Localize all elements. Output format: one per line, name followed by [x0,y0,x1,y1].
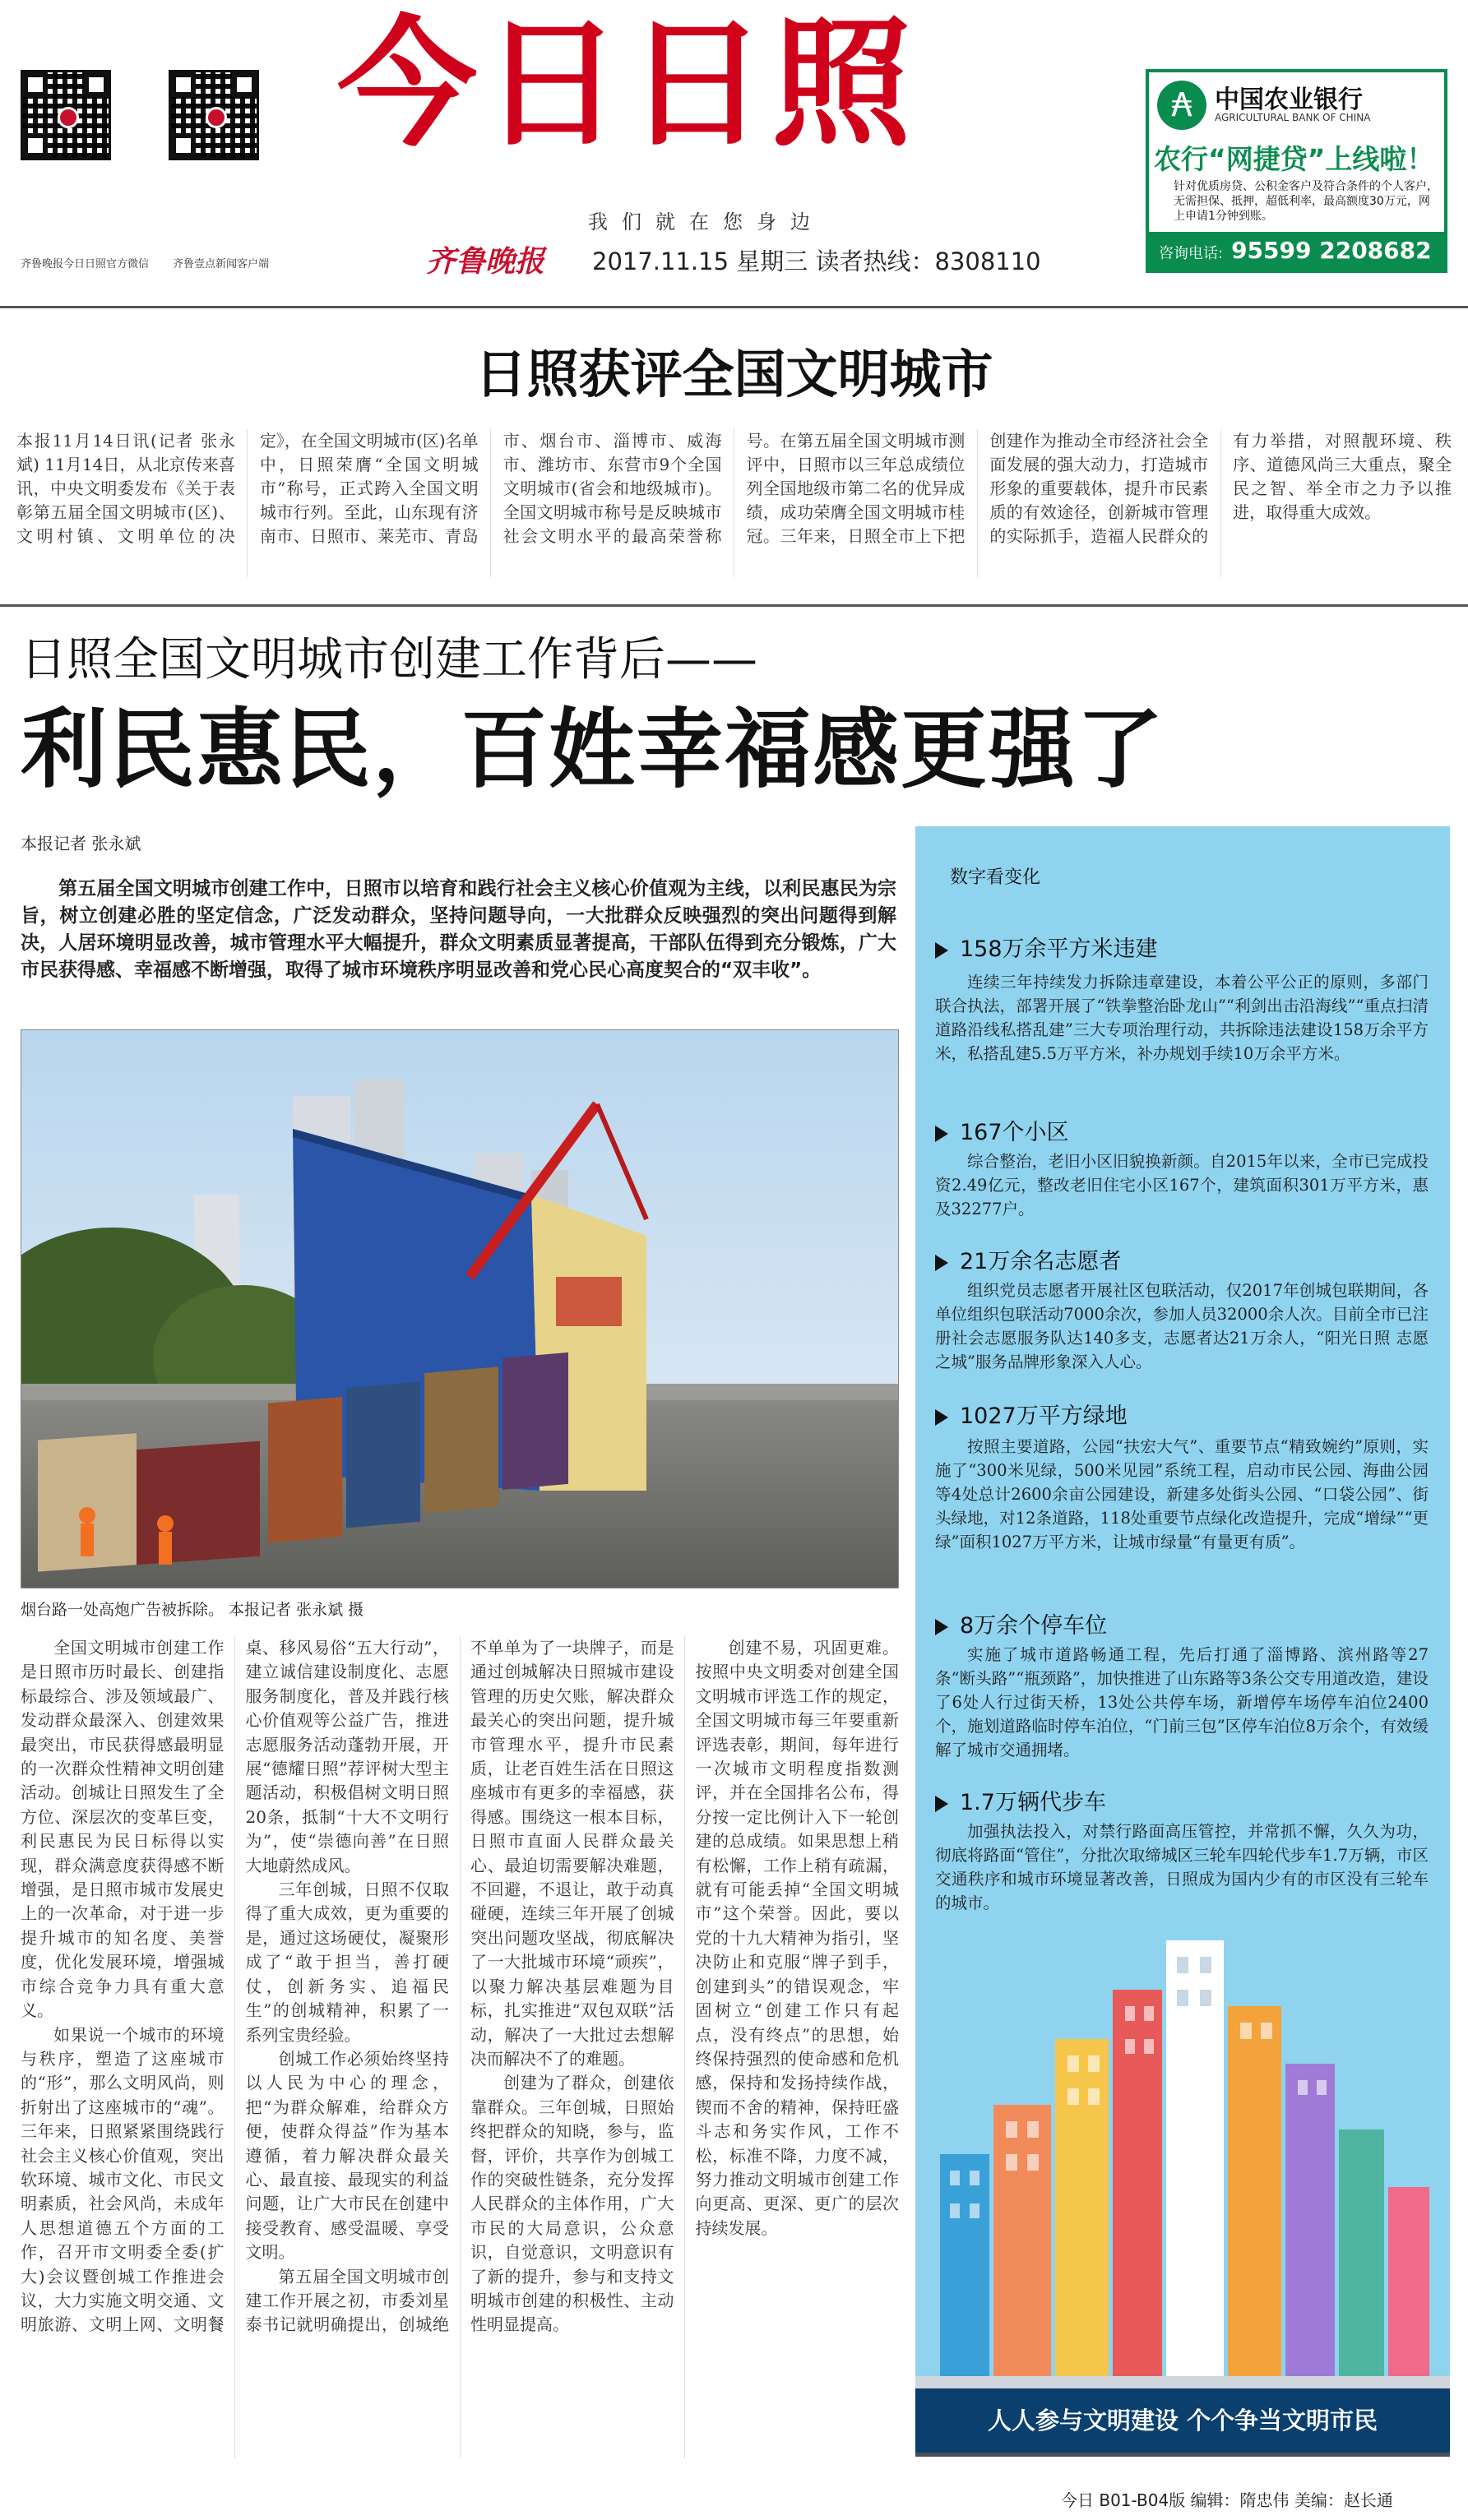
body-paragraph: 第五届全国文明城市创建工作开展之初，市委刘星泰书记就明确提出，创城绝不单单为了一块牌子，而是通过创城解决日照城市建设管理的历史欠账，解决群众最关心的突出问题，提升城市管理水平，提升市民素质，让老百姓生活在日照这座城市有更多的幸福感，获得感。围绕这一根本目标，日照市直面人民群众最关心、最迫切需要解决难题，不回避，不退让，敢于动真碰硬，连续三年开展了创城突出问题攻坚战，彻底解决了一大批城市环境“顽疾”，以聚力解决基层难题为目标，扎实推进“双包双联”活动，解决了一大批过去想解决而解决不了的难题。 [245,1638,674,2335]
city-skyline-graphic [915,1940,1450,2457]
ad-phone-number: 95599 2208682 [1231,237,1432,264]
sidebar-text: 连续三年持续发力拆除违章建设，本着公平公正的原则，多部门联合执法，部署开展了“铁拳整治卧龙山”“利剑出击沿海线”“重点扫清道路沿线私搭乱建”三大专项治理行动，共拆除违法建设158万余平方米，私搭乱建5.5万平方米，补办规划手续10万余平方米。 [935,973,1429,1063]
sidebar-title: 数字看变化 [950,867,1041,888]
body-paragraph: 三年创城，日照不仅取得了重大成效，更为重要的是，通过这场硬仗，凝聚形成了“敢于担当，善打硬仗，创新务实、追福民生”的创城精神，积累了一系列宝贵经验。 [245,1880,449,2045]
photo-caption: 烟台路一处高炮广告被拆除。 本报记者 张永斌 摄 [21,1601,364,1619]
triangle-icon [935,942,948,959]
sidebar-text: 组织党员志愿者开展社区包联活动，仅2017年创城包联期间，各单位组织包联活动7000余次，参加人员32000余人次。目前全市已注册社会志愿服务队达140多支，志愿者达21万余人，“阳光日照 志愿之城”服务品牌形象深入人心。 [935,1281,1429,1371]
dateline: 2017.11.15 星期三 读者热线：8308110 [592,247,1041,275]
divider [0,604,1468,607]
ad-phone-label: 咨询电话: [1159,245,1224,262]
story2-kicker: 日照全国文明城市创建工作背后—— [21,633,757,687]
billboard-demolition-photo [21,1030,899,1588]
bank-logo-icon: ₳ [1157,81,1206,130]
sidebar-heading: 1.7万辆代步车 [935,1784,1106,1816]
ad-headline: 农行“网捷贷”上线啦！ [1154,143,1434,175]
bank-name-en: AGRICULTURAL BANK OF CHINA [1215,112,1371,123]
body-paragraph: 全国文明城市创建工作是日照市历时最长、创建指标最综合、涉及领域最广、发动群众最深入、创建效果最突出，市民获得感最明显的一次群众性精神文明创建活动。创城让日照发生了全方位、深层次的变革巨变，利民惠民为民日标得以实现，群众满意度获得感不断增强，是日照市城市发展史上的一次革命，对于进一步提升城市的知名度、美誉度，优化发展环境，增强城市综合竞争力具有重大意义。 [21,1638,225,2021]
triangle-icon [935,1255,948,1271]
page-footer: 今日 B01-B04版 编辑：隋忠伟 美编：赵长通 [1061,2490,1393,2510]
story2-byline: 本报记者 张永斌 [21,834,141,853]
qr-code-wechat[interactable] [21,70,111,160]
city-illustration [915,1940,1450,2457]
story2-body [21,1636,899,2458]
ad-phone [1149,232,1444,270]
story1-headline: 日照获评全国文明城市 [475,344,993,405]
slogan-banner: 人人参与文明建设 个个争当文明市民 [915,2388,1450,2453]
sidebar-heading: 1027万平方绿地 [935,1398,1128,1430]
sidebar-text: 加强执法投入，对禁行路面高压管控，并常抓不懈，久久为功，彻底将路面“管住”，分批次取缔城区三轮车四轮代步车1.7万辆，市区交通秩序和城市环境显著改善，日照成为国内少有的市区没有三轮车的城市。 [935,1822,1429,1912]
story2-headline: 利民惠民，百姓幸福感更强了 [21,700,1165,800]
bank-name: 中国农业银行 [1215,86,1363,114]
masthead [0,0,1468,304]
sidebar-text: 按照主要道路，公园“扶宏大气”、重要节点“精致婉约”原则，实施了“300米见绿，500米见园”系统工程，启动市民公园、海曲公园等4处总计2600余亩公园建设，新建多处街头公园、“口袋公园”、街头绿地，对12条道路，118处重要节点绿化改造提升，完成“增绿”“更绿”面积1027万平方米，让城市绿量“有量更有质”。 [935,1437,1429,1551]
newspaper-title: 今日日照 [337,3,917,166]
triangle-icon [935,1796,948,1812]
news-photo [21,1029,899,1588]
qr-code-app[interactable] [169,70,259,160]
triangle-icon [935,1619,948,1635]
sidebar-heading: 158万余平方米违建 [935,931,1158,963]
story1-body: 本报11月14日讯(记者 张永斌) 11月14日，从北京传来喜讯，中央文明委发布《关于表彰第五届全国文明城市(区)、文明村镇、文明单位的决定》，在全国文明城市(区)名单中，日照荣膺“全国文明城市”称号，正式跨入全国文明城市行列。至此，山东现有济南市、日照市、莱芜市、青岛市、烟台市、淄博市、威海市、潍坊市、东营市9个全国文明城市(省会和地级城市)。全国文明城市称号是反映城市社会文明水平的最高荣誉称号。在第五届全国文明城市测评中，日照市以三年总成绩位列全国地级市第二名的优异成绩，成功荣膺全国文明城市桂冠。三年来，日照全市上下把创建作为推动全市经济社会全面发展的强大动力，打造城市形象的重要载体，提升市民素质的有效途径，创新城市管理的实际抓手，造福人民群众的有力举措，对照靓环境、秩序、道德风尚三大重点，聚全民之智、举全市之力予以推进，取得重大成效。 [16,431,1452,546]
qr-caption-app: 齐鲁壹点新闻客户端 [173,258,270,270]
brand-logo-text: 齐鲁晚报 [426,244,545,279]
triangle-icon [935,1126,948,1142]
triangle-icon [935,1409,948,1426]
body-paragraph: 如果说一个城市的环境与秩序，塑造了这座城市的“形”，那么文明风尚，则折射出了这座城市的“魂”。三年来，日照紧紧围绕践行社会主义核心价值观，突出软环境、城市文化、市民文明素质，社会风尚，未成年人思想道德五个方面的工作，召开市文明委全委(扩大)会议暨创城工作推进会议，大力实施文明交通、文明旅游、文明上网、文明餐桌、移风易俗“五大行动”，建立诚信建设制度化、志愿服务制度化，普及并践行核心价值观等公益广告，推进志愿服务活动蓬勃开展，开展“德耀日照”荐评树大型主题活动，积极倡树文明日照20条，抵制“十大不文明行为”，使“崇德向善”在日照大地蔚然成风。 [21,1638,449,2335]
slogan: 我们就在您身边 [588,210,824,234]
bank-advertisement[interactable] [1146,69,1447,273]
story2-lead: 第五届全国文明城市创建工作中，日照市以培育和践行社会主义核心价值观为主线，以利民惠民为宗旨，树立创建必胜的坚定信念，广泛发动群众，坚持问题导向，一大批群众反映强烈的突出问题得到解决，人居环境明显改善，城市管理水平大幅提升，群众文明素质显著提高，干部队伍得到充分锻炼，广大市民获得感、幸福感不断增强，取得了城市环境秩序明显改善和党心民心高度契合的“双丰收”。 [21,878,896,981]
sidebar-heading: 167个小区 [935,1114,1069,1146]
sidebar-text: 实施了城市道路畅通工程，先后打通了淄博路、滨州路等27条“断头路”“瓶颈路”，加快推进了山东路等3条公交专用道改造，建设了6处人行过街天桥，13处公共停车场，新增停车场停车泊位2400个，施划道路临时停车泊位，“门前三包”区停车泊位8万余个，有效缓解了城市交通拥堵。 [935,1645,1429,1759]
body-paragraph: 创建不易，巩固更难。按照中央文明委对创建全国文明城市评选工作的规定，全国文明城市每三年要重新评选表彰，期间，每年进行一次城市文明程度指数测评，并在全国排名公布，得分按一定比例计入下一轮创建的总成绩。如果思想上稍有松懈，工作上稍有疏漏，就有可能丢掉“全国文明城市”这个荣誉。因此，要以党的十九大精神为指引，坚决防止和克服“牌子到手，创建到头”的错误观念，牢固树立“创建工作只有起点，没有终点”的思想，始终保持强烈的使命感和危机感，保持和发扬持续作战，锲而不舍的精神，保持旺盛斗志和务实作风，工作不松，标准不降，力度不减，努力推动文明城市创建工作向更高、更深、更广的层次持续发展。 [695,1638,899,2238]
sidebar-heading: 21万余名志愿者 [935,1243,1121,1275]
body-paragraph: 创城工作必须始终坚持以人民为中心的理念，把“为群众解难，给群众方便，使群众得益”作为基本遵循，着力解决群众最关心、最直接、最现实的利益问题，让广大市民在创建中接受教育、感受温暖、享受文明。 [245,2048,449,2263]
divider [0,306,1468,308]
sidebar-text: 综合整治，老旧小区旧貌换新颜。自2015年以来，全市已完成投资2.49亿元，整改老旧住宅小区167个，建筑面积301万平方米，惠及32277户。 [935,1152,1429,1218]
sidebar-heading: 8万余个停车位 [935,1607,1107,1639]
qr-caption-wechat: 齐鲁晚报今日日照官方微信 [21,258,150,270]
ad-body: 针对优质房贷、公积金客户及符合条件的个人客户，无需担保、抵押，超低利率，最高额度30万元，网上申请1分钟到账。 [1174,180,1438,223]
body-paragraph: 创建为了群众，创建依靠群众。三年创城，日照始终把群众的知晓，参与，监督，评价，共享作为创城工作的突破性链条，充分发挥人民群众的主体作用，广大市民的大局意识，公众意识，自觉意识，文明意识有了新的提升，参与和支持文明城市创建的积极性、主动性明显提高。 [470,2073,674,2335]
